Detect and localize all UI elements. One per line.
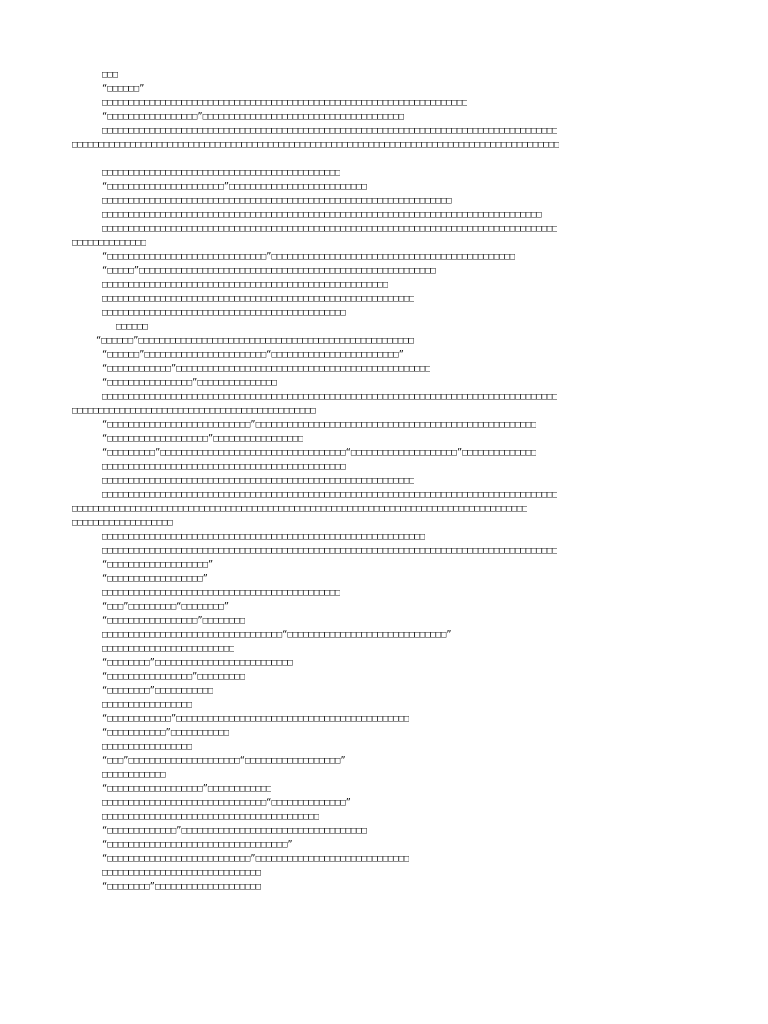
text-line: □□□□□□□□□□□□□□□□□□□□□□□□□□□□□□□□□□□□□□□□□□□□□□: [72, 406, 316, 416]
text-line: □□□□□□□□□□□□□□□□□□□□□□□□□□□□□□□□□□□□□□□□□□□□□□□□□□□□□□□□□□□□□□□□□□□□□□□□□□□□□□□□□□□□□□: [102, 126, 558, 136]
text-line: □□□□□□□□□□□□□□□□□□□□□□□□□□□□□□□□□□□□□□□□□□□□□□□□□□□□□□□□□□□□□□□□□□□□□□□□□□□□□□□□□□□: [102, 210, 542, 220]
text-line: □□□□□□: [116, 322, 148, 332]
text-line: “□□□□□□□□□□□□□□□□”□□□□□□□□□: [102, 672, 245, 682]
text-line: □□□□□□□□□□□□□□□□□: [102, 742, 193, 752]
text-line: “□□□□□□□□□□□□□□□□□”□□□□□□□□: [102, 616, 245, 626]
text-line: □□□□□□□□□□□□□□□□□□□□□□□□□□□□□□□□□□□□□□□□□□□□□□□□□□□□□□□□□□□: [102, 294, 415, 304]
text-line: “□□□□□”□□□□□□□□□□□□□□□□□□□□□□□□□□□□□□□□□□□□□□□□□□□□□□□□□□□□□□□□: [102, 266, 436, 276]
text-line: □□□□□□□□□□□□□□□□□□□□□□□□□□□□□□□□□□□□□□□□□□□□□□□□□□□□□□□□□□□□□□□□□□□□□□□□□□□□□□□□□□□□□□: [102, 490, 558, 500]
text-line: □□□□□□□□□□□□□□□□□□□□□□□□□□□□□□□□□□□□□□□□□□□□□□: [102, 462, 346, 472]
text-line: □□□□□□□□□□□□□□□□□□□□□□□□□□□□□□□□□□□□□□□□□□□□□□□□□□□□□□□□□□□□□□□□□□□□□□□□□□□□□□□□□□□□□□: [72, 504, 528, 514]
text-line: “□□□□□□□□□□□□□□□□□□□”: [102, 560, 214, 570]
text-line: □□□□□□□□□□□□: [102, 770, 166, 780]
text-line: □□□□□□□□□□□□□□□□□□□□□□□□□□□□□□□□□□□□□□□□□□□□□□□□□□□□□□□□□□□: [102, 476, 415, 486]
text-line: □□□□□□□□□□□□□□□□□□□□□□□□□□□□□□□□□□□□□□□□□□□□□□□□□□□□□□□□□□□□□: [102, 532, 426, 542]
text-line: “□□□□□□□□□□□□□□□□□□□□□□□□□□□”□□□□□□□□□□□□□□□□□□□□□□□□□□□□□□□□□□□□□□□□□□□□□□□□□□□□□: [102, 420, 537, 430]
text-line: “□□□□□□□□□□□□”□□□□□□□□□□□□□□□□□□□□□□□□□□□□□□□□□□□□□□□□□□□□□□□□: [102, 364, 431, 374]
text-line: “□□□□□□□□”□□□□□□□□□□□□□□□□□□□□□□□□□□: [102, 658, 293, 668]
document-page: [0, 68, 768, 1024]
text-line: “□□□□□□”: [102, 84, 145, 94]
text-line: □□□□□□□□□□□□□□□□□□□□□□□□□□□□□□□□□□□□□□□□□□□□□□□□□□□□□□□□□□□□□□□□□□□□□□□□□□□□□□□□□□□□□□: [102, 392, 558, 402]
text-line: □□□□□□□□□□□□□□□□□□□□□□□□□□□□□□□□□□□□□□□□□: [102, 812, 320, 822]
text-line: “□□□□□□”□□□□□□□□□□□□□□□□□□□□□□□“□□□□□□□□□□□□□□□□□□□□□□□□”: [102, 350, 404, 360]
text-line: “□□□”□□□□□□□□□□□□□□□□□□□□□“□□□□□□□□□□□□□□□□□□”: [102, 756, 346, 766]
text-line: “□□□□□□□□□□□□□□□□□□□□□□□□□□□□□□”□□□□□□□□□□□□□□□□□□□□□□□□□□□□□□□□□□□□□□□□□□□□□□: [102, 252, 516, 262]
text-line: □□□□□□□□□□□□□□□□□□□□□□□□□□□□□□□□□□□□□□□□□□□□□□□□□□□□□□□□□□□□□□□□□□□□□□□□□□□□□□□□□□□□□□: [102, 224, 558, 234]
text-line: “□□□□□□□□□”□□□□□□□□□□□□□□□□□□□□□□□□□□□□□□□□□□□“□□□□□□□□□□□□□□□□□□□□”□□□□□□□□□□□□□□: [102, 448, 537, 458]
text-line: □□□□□□□□□□□□□□□□□□□□□□□□□□□□□□□□□□□□□□□□□□□□□□□□□□□□□□□□□□□□□□□□□□□□□□□□□□□□□□□□□□□□□□□□□□□□: [72, 140, 560, 150]
text-line: □□□□□□□□□□□□□□□□□: [102, 700, 193, 710]
text-line: “□□□□□□□□□□□□□□□□□□□□□□”□□□□□□□□□□□□□□□□□□□□□□□□□□: [102, 182, 367, 192]
text-line: “□□□”□□□□□□□□□“□□□□□□□□”: [102, 602, 230, 612]
text-line: “□□□□□□□□”□□□□□□□□□□□□□□□□□□□□: [102, 882, 261, 892]
text-line: □□□□□□□□□□□□□□□□□□□□□□□□□□□□□□□□□□□□□□□□□□□□□: [102, 168, 341, 178]
text-line: □□□□□□□□□□□□□□□□□□□□□□□□□□□□□□□□□□□□□□□□□□□□□: [102, 588, 341, 598]
text-line: □□□□□□□□□□□□□□□□□□□□□□□□□□□□□□□□□□□□□□□□□□□□□□: [102, 308, 346, 318]
text-line: “□□□□□□□□□□□□□□□□□□”□□□□□□□□□□□□: [102, 784, 272, 794]
text-line: □□□□□□□□□□□□□□□□□□□□□□□□□□□□□□: [102, 868, 261, 878]
text-line: □□□□□□□□□□□□□□□□□□□□□□□□□□□□□□□□□□□□□□□□□□□□□□□□□□□□□□□□□□□□□□□□□□□□□: [102, 98, 468, 108]
text-line: “□□□□□□□□□□□□□□□□□”□□□□□□□□□□□□□□□□□□□□□□□□□□□□□□□□□□□□□□: [102, 112, 404, 122]
text-line: “□□□□□□□□”□□□□□□□□□□□: [102, 686, 214, 696]
text-line: “□□□□□□”□□□□□□□□□□□□□□□□□□□□□□□□□□□□□□□□□□□□□□□□□□□□□□□□□□□□: [96, 336, 414, 346]
text-line: □□□: [102, 70, 118, 80]
text-line: “□□□□□□□□□□□□□□□□”□□□□□□□□□□□□□□□: [102, 378, 277, 388]
text-line: “□□□□□□□□□□□□”□□□□□□□□□□□□□□□□□□□□□□□□□□□□□□□□□□□□□□□□□□□□: [102, 714, 410, 724]
text-line: □□□□□□□□□□□□□□: [72, 238, 147, 248]
text-line: □□□□□□□□□□□□□□□□□□□□□□□□□: [102, 644, 235, 654]
text-line: □□□□□□□□□□□□□□□□□□□: [72, 518, 173, 528]
text-line: □□□□□□□□□□□□□□□□□□□□□□□□□□□□□□□□□□□□□□□□□□□□□□□□□□□□□□□□□□□□□□□□□□□□□□□□□□□□□□□□□□□□□□: [102, 546, 558, 556]
text-line: “□□□□□□□□□□□□□□□□□□□”□□□□□□□□□□□□□□□□□: [102, 434, 304, 444]
text-line: “□□□□□□□□□□□□□□□□□□”: [102, 574, 208, 584]
text-line: □□□□□□□□□□□□□□□□□□□□□□□□□□□□□□□□□□“□□□□□□□□□□□□□□□□□□□□□□□□□□□□□□”: [102, 630, 452, 640]
text-line: □□□□□□□□□□□□□□□□□□□□□□□□□□□□□□□“□□□□□□□□□□□□□□”: [102, 798, 351, 808]
text-line: □□□□□□□□□□□□□□□□□□□□□□□□□□□□□□□□□□□□□□□□□□□□□□□□□□□□□□□□□□□□□□□□□□: [102, 196, 452, 206]
text-line: “□□□□□□□□□□□□□”□□□□□□□□□□□□□□□□□□□□□□□□□□□□□□□□□□□: [102, 826, 367, 836]
text-line: □□□□□□□□□□□□□□□□□□□□□□□□□□□□□□□□□□□□□□□□□□□□□□□□□□□□□□: [102, 280, 388, 290]
text-line: “□□□□□□□□□□□□□□□□□□□□□□□□□□□□□□□□□□”: [102, 840, 293, 850]
text-line: “□□□□□□□□□□□□□□□□□□□□□□□□□□□”□□□□□□□□□□□□□□□□□□□□□□□□□□□□□: [102, 854, 410, 864]
text-line: “□□□□□□□□□□□”□□□□□□□□□□□: [102, 728, 230, 738]
